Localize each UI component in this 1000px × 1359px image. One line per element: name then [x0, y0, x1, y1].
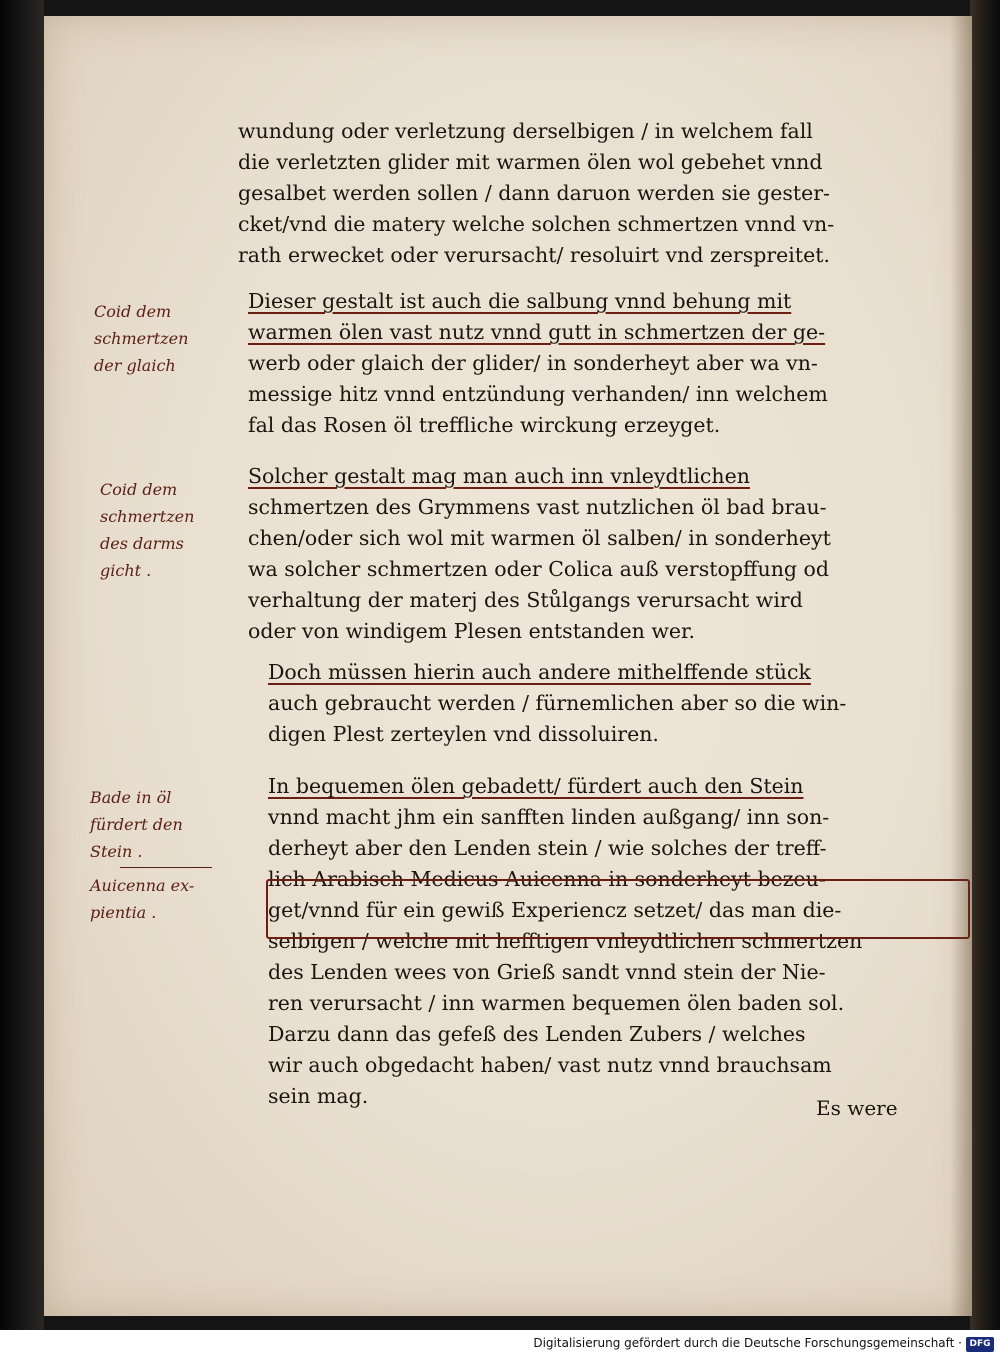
margin-note-line: Stein .	[90, 842, 143, 861]
paragraph-3	[248, 461, 831, 647]
margin-note-line: des darms	[100, 534, 184, 553]
text-line: messige hitz vnnd entzündung verhanden/ inn welchem	[248, 382, 828, 406]
text-line: schmertzen des Grymmens vast nutzlichen öl bad brau-	[248, 495, 827, 519]
paragraph-5	[268, 771, 862, 1112]
text-line: cket/vnd die matery welche solchen schmertzen vnnd vn-	[238, 212, 835, 236]
margin-note-line: Coid dem	[100, 480, 178, 499]
margin-note-line: fürdert den	[90, 815, 183, 834]
text-line: fal das Rosen öl treffliche wirckung erzeyget.	[248, 413, 721, 437]
text-line: verhaltung der materj des Stůlgangs verursacht wird	[248, 588, 803, 612]
text-line: werb oder glaich der glider/ in sonderheyt aber wa vn-	[248, 351, 818, 375]
book-page	[44, 16, 972, 1316]
text-line: selbigen / welche mit hefftigen vnleydtlichen schmertzen	[268, 929, 863, 953]
paragraph-1	[238, 116, 834, 271]
text-line: Dieser gestalt ist auch die salbung vnnd behung mit	[248, 289, 792, 313]
text-line: derheyt aber den Lenden stein / wie solches der treff-	[268, 836, 827, 860]
margin-note-line: pientia .	[90, 903, 157, 922]
text-line: wundung oder verletzung derselbigen / in welchem fall	[238, 119, 813, 143]
margin-note-1	[94, 298, 188, 379]
margin-note-line: schmertzen	[94, 329, 189, 348]
paragraph-2	[248, 286, 828, 441]
margin-note-line: Bade in öl	[90, 788, 172, 807]
margin-note-line: Auicenna ex-	[90, 876, 195, 895]
dfg-logo: DFG	[966, 1337, 994, 1352]
text-line: wa solcher schmertzen oder Colica auß verstopffung od	[248, 557, 830, 581]
text-line: auch gebraucht werden / fürnemlichen aber so die win-	[268, 691, 847, 715]
paragraph-4	[268, 657, 846, 750]
text-line: rath erwecket oder verursacht/ resoluirt vnd zerspreitet.	[238, 243, 830, 267]
text-line: In bequemen ölen gebadett/ fürdert auch den Stein	[268, 774, 804, 798]
page-edge	[970, 0, 1000, 1330]
funding-notice: Digitalisierung gefördert durch die Deutsche Forschungsgemeinschaft ·	[533, 1336, 962, 1350]
text-line: Solcher gestalt mag man auch inn vnleydtlichen	[248, 464, 750, 488]
text-line: digen Plest zerteylen vnd dissoluiren.	[268, 722, 659, 746]
text-line: Doch müssen hierin auch andere mithelffende stück	[268, 660, 811, 684]
margin-note-line: gicht .	[100, 561, 152, 580]
text-line: die verletzten glider mit warmen ölen wol gebehet vnnd	[238, 150, 823, 174]
text-line: warmen ölen vast nutz vnnd gutt in schmertzen der ge-	[248, 320, 826, 344]
text-line: des Lenden wees von Grieß sandt vnnd stein der Nie-	[268, 960, 826, 984]
book-spine	[0, 0, 44, 1330]
footer-bar	[0, 1330, 1000, 1359]
text-line: vnnd macht jhm ein sanfften linden außgang/ inn son-	[268, 805, 830, 829]
text-line: sein mag.	[268, 1084, 369, 1108]
text-line: gesalbet werden sollen / dann daruon werden sie gester-	[238, 181, 830, 205]
text-line: lich Arabisch Medicus Auicenna in sonderheyt bezeu-	[268, 867, 826, 891]
margin-note-3	[90, 784, 212, 926]
margin-note-line: schmertzen	[100, 507, 195, 526]
margin-note-line: Coid dem	[94, 302, 172, 321]
catchword: Es were	[816, 1096, 898, 1120]
text-line: chen/oder sich wol mit warmen öl salben/ in sonderheyt	[248, 526, 831, 550]
text-line: wir auch obgedacht haben/ vast nutz vnnd brauchsam	[268, 1053, 832, 1077]
text-line: Darzu dann das gefeß des Lenden Zubers / welches	[268, 1022, 806, 1046]
margin-note-line: der glaich	[94, 356, 176, 375]
margin-note-divider	[120, 867, 212, 868]
text-line: ren verursacht / inn warmen bequemen ölen baden sol.	[268, 991, 845, 1015]
text-line: get/vnnd für ein gewiß Experiencz setzet/ das man die-	[268, 898, 842, 922]
text-line: oder von windigem Plesen entstanden wer.	[248, 619, 696, 643]
margin-note-2	[100, 476, 194, 584]
